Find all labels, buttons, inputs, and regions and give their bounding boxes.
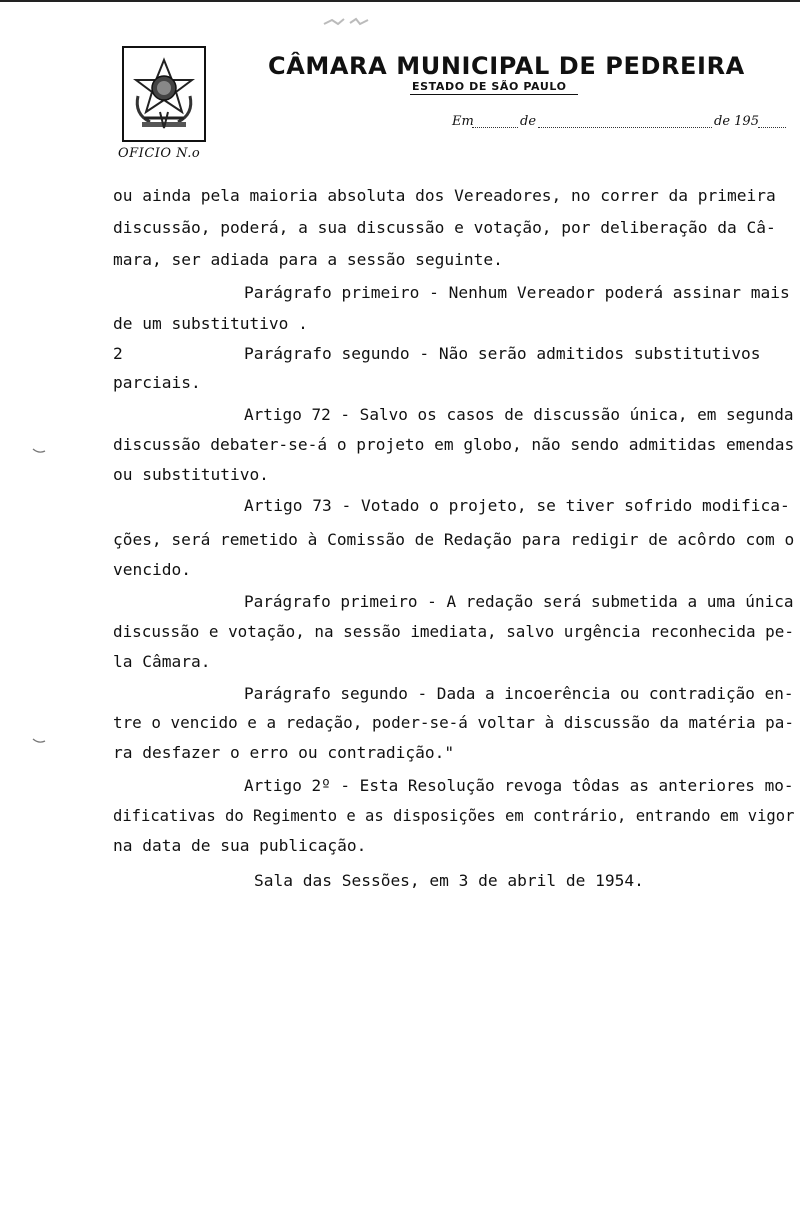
date-em-label: Em xyxy=(452,114,474,129)
date-de-label: de xyxy=(520,114,537,129)
body-line: na data de sua publicação. xyxy=(113,836,367,855)
body-line: Artigo 73 - Votado o projeto, se tiver sofrido modifica- xyxy=(244,496,790,515)
body-line: Parágrafo primeiro - A redação será submetida a uma única xyxy=(244,592,794,611)
body-line: Artigo 72 - Salvo os casos de discussão única, em segunda xyxy=(244,405,794,424)
oficio-number-label: OFICIO N.o xyxy=(118,146,201,161)
body-line: mara, ser adiada para a sessão seguinte. xyxy=(113,250,503,269)
organization-title: CÂMARA MUNICIPAL DE PEDREIRA xyxy=(268,52,745,80)
body-line: discussão debater-se-á o projeto em globo, não sendo admitidas emendas xyxy=(113,435,795,454)
body-line: Artigo 2º - Esta Resolução revoga tôdas as anteriores mo- xyxy=(244,776,794,795)
body-line: parciais. xyxy=(113,373,201,392)
body-line: dificativas do Regimento e as disposições em contrário, entrando em vigor xyxy=(113,806,795,825)
body-line: discussão e votação, na sessão imediata, salvo urgência reconhecida pe- xyxy=(113,622,794,641)
page-top-edge xyxy=(0,0,800,2)
brazil-coat-of-arms-icon xyxy=(130,56,198,132)
body-line: vencido. xyxy=(113,560,191,579)
body-line: ou ainda pela maioria absoluta dos Vereadores, no correr da primeira xyxy=(113,186,776,205)
body-line: tre o vencido e a redação, poder-se-á voltar à discussão da matéria pa- xyxy=(113,713,794,732)
scribble-mark xyxy=(322,16,374,28)
date-year-label: de 195 xyxy=(714,114,759,129)
date-day-blank xyxy=(472,127,518,128)
subtitle-underline xyxy=(410,94,578,95)
margin-mark xyxy=(32,738,46,744)
body-line: Parágrafo segundo - Dada a incoerência ou contradição en- xyxy=(244,684,794,703)
body-line: ções, será remetido à Comissão de Redação para redigir de acôrdo com o xyxy=(113,530,795,549)
date-month-blank xyxy=(538,127,712,128)
body-line: discussão, poderá, a sua discussão e votação, por deliberação da Câ- xyxy=(113,218,776,237)
body-line: ra desfazer o erro ou contradição." xyxy=(113,743,455,762)
body-line: ou substitutivo. xyxy=(113,465,269,484)
organization-subtitle: ESTADO DE SÃO PAULO xyxy=(412,80,567,93)
coat-of-arms-seal xyxy=(122,46,206,142)
closing-line: Sala das Sessões, em 3 de abril de 1954. xyxy=(254,871,644,890)
body-line: Parágrafo primeiro - Nenhum Vereador poderá assinar mais xyxy=(244,283,790,302)
body-line: Parágrafo segundo - Não serão admitidos substitutivos xyxy=(244,344,761,363)
margin-page-number: 2 xyxy=(113,344,123,363)
margin-mark xyxy=(32,448,46,454)
body-line: la Câmara. xyxy=(113,652,211,671)
body-line: de um substitutivo . xyxy=(113,314,308,333)
date-year-blank xyxy=(758,127,786,128)
